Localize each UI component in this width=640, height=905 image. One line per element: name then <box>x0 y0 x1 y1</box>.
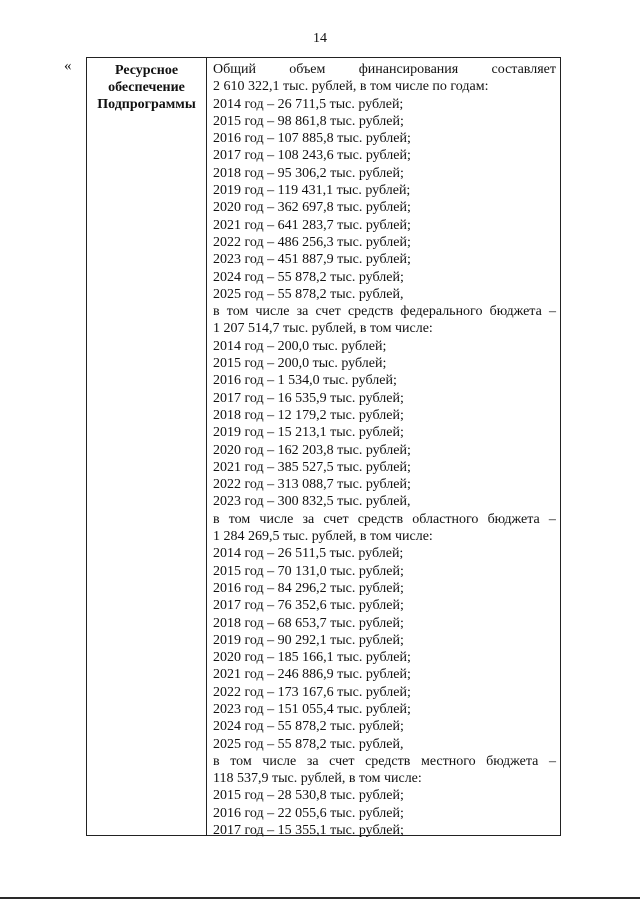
year-amount-line: 2015 год – 70 131,0 тыс. рублей; <box>213 563 404 579</box>
year-amount-line: 2025 год – 55 878,2 тыс. рублей, <box>213 736 404 752</box>
column-divider <box>206 58 207 835</box>
open-quote-mark: « <box>64 58 72 74</box>
heading-word: том <box>230 753 252 769</box>
heading-word: средств <box>365 753 411 769</box>
year-amount-line: 2014 год – 200,0 тыс. рублей; <box>213 338 387 354</box>
row-label-line: Ресурсное <box>114 63 179 78</box>
resource-table <box>86 57 561 839</box>
heading-word: федерального <box>400 304 483 320</box>
year-amount-line: 2023 год – 451 887,9 тыс. рублей; <box>213 252 411 268</box>
year-amount-line: 2024 год – 55 878,2 тыс. рублей; <box>213 269 404 285</box>
federal-heading-line <box>213 303 556 320</box>
year-amount-line: 2019 год – 90 292,1 тыс. рублей; <box>213 632 404 648</box>
regional-total-line: 1 284 269,5 тыс. рублей, в том числе: <box>213 529 433 545</box>
local-years-list <box>213 787 556 839</box>
regional-heading-line <box>213 511 556 528</box>
heading-word: – <box>548 511 556 527</box>
heading-word: том <box>226 304 249 320</box>
local-total-line: 118 537,9 тыс. рублей, в том числе: <box>213 771 422 787</box>
heading-word: счет <box>329 753 355 769</box>
year-amount-line: 2023 год – 151 055,4 тыс. рублей; <box>213 701 411 717</box>
year-amount-line: 2024 год – 55 878,2 тыс. рублей; <box>213 719 404 735</box>
heading-word: средств <box>357 511 404 527</box>
year-amount-line: 2021 год – 246 886,9 тыс. рублей; <box>213 667 411 683</box>
year-amount-line: 2017 год – 15 355,1 тыс. рублей; <box>213 823 404 839</box>
year-amount-line: 2015 год – 200,0 тыс. рублей; <box>213 356 387 372</box>
funding-content-cell <box>213 61 556 839</box>
heading-word: числе <box>259 511 294 527</box>
heading-word: бюджета <box>486 753 539 769</box>
year-amount-line: 2018 год – 68 653,7 тыс. рублей; <box>213 615 404 631</box>
intro-word: финансирования <box>358 62 459 77</box>
heading-word: в <box>213 511 220 527</box>
year-amount-line: 2020 год – 162 203,8 тыс. рублей; <box>213 442 411 458</box>
heading-word: счет <box>323 511 349 527</box>
federal-total-line: 1 207 514,7 тыс. рублей, в том числе: <box>213 321 433 337</box>
heading-word: – <box>548 753 556 769</box>
year-amount-line: 2022 год – 486 256,3 тыс. рублей; <box>213 234 411 250</box>
year-amount-line: 2023 год – 300 832,5 тыс. рублей, <box>213 494 411 510</box>
heading-word: бюджета <box>489 304 542 320</box>
year-amount-line: 2017 год – 108 243,6 тыс. рублей; <box>213 148 411 164</box>
regional-years-list <box>213 545 556 753</box>
year-amount-line: 2021 год – 385 527,5 тыс. рублей; <box>213 459 411 475</box>
year-amount-line: 2017 год – 76 352,6 тыс. рублей; <box>213 598 404 614</box>
intro-word: Общий <box>213 62 256 77</box>
year-amount-line: 2016 год – 22 055,6 тыс. рублей; <box>213 805 404 821</box>
heading-word: том <box>228 511 251 527</box>
heading-word: за <box>306 753 319 769</box>
heading-word: в <box>213 304 220 320</box>
year-amount-line: 2016 год – 84 296,2 тыс. рублей; <box>213 580 404 596</box>
year-amount-line: 2014 год – 26 711,5 тыс. рублей; <box>213 96 404 112</box>
total-years-list <box>213 96 556 304</box>
intro-line <box>213 61 556 78</box>
year-amount-line: 2021 год – 641 283,7 тыс. рублей; <box>213 217 411 233</box>
federal-years-list <box>213 338 556 511</box>
heading-word: областного <box>412 511 479 527</box>
local-heading-line <box>213 753 556 770</box>
row-label-line: Подпрограммы <box>97 97 196 113</box>
heading-word: за <box>296 304 309 320</box>
year-amount-line: 2020 год – 362 697,8 тыс. рублей; <box>213 200 411 216</box>
heading-word: числе <box>255 304 290 320</box>
year-amount-line: 2016 год – 1 534,0 тыс. рублей; <box>213 373 397 389</box>
year-amount-line: 2020 год – 185 166,1 тыс. рублей; <box>213 650 411 666</box>
page-number: 14 <box>313 31 327 46</box>
intro-word: составляет <box>491 62 556 77</box>
heading-word: счет <box>315 304 341 320</box>
year-amount-line: 2022 год – 313 088,7 тыс. рублей; <box>213 477 411 493</box>
total-amount-line: 2 610 322,1 тыс. рублей, в том числе по годам: <box>213 79 489 95</box>
heading-word: числе <box>262 753 297 769</box>
year-amount-line: 2018 год – 12 179,2 тыс. рублей; <box>213 407 404 423</box>
heading-word: местного <box>420 753 476 769</box>
year-amount-line: 2015 год – 98 861,8 тыс. рублей; <box>213 113 404 129</box>
heading-word: – <box>548 304 556 320</box>
scan-bottom-edge <box>0 897 640 899</box>
row-label-line: обеспечение <box>108 80 185 96</box>
heading-word: за <box>302 511 315 527</box>
year-amount-line: 2018 год – 95 306,2 тыс. рублей; <box>213 165 404 181</box>
heading-word: бюджета <box>487 511 540 527</box>
year-amount-line: 2016 год – 107 885,8 тыс. рублей; <box>213 131 411 147</box>
year-amount-line: 2015 год – 28 530,8 тыс. рублей; <box>213 788 404 804</box>
year-amount-line: 2019 год – 15 213,1 тыс. рублей; <box>213 425 404 441</box>
intro-word: объем <box>289 62 326 77</box>
row-label-cell <box>87 62 206 114</box>
heading-word: в <box>213 753 220 769</box>
year-amount-line: 2014 год – 26 511,5 тыс. рублей; <box>213 546 404 562</box>
heading-word: средств <box>347 304 394 320</box>
year-amount-line: 2017 год – 16 535,9 тыс. рублей; <box>213 390 404 406</box>
year-amount-line: 2025 год – 55 878,2 тыс. рублей, <box>213 286 404 302</box>
year-amount-line: 2022 год – 173 167,6 тыс. рублей; <box>213 684 411 700</box>
year-amount-line: 2019 год – 119 431,1 тыс. рублей; <box>213 183 411 199</box>
